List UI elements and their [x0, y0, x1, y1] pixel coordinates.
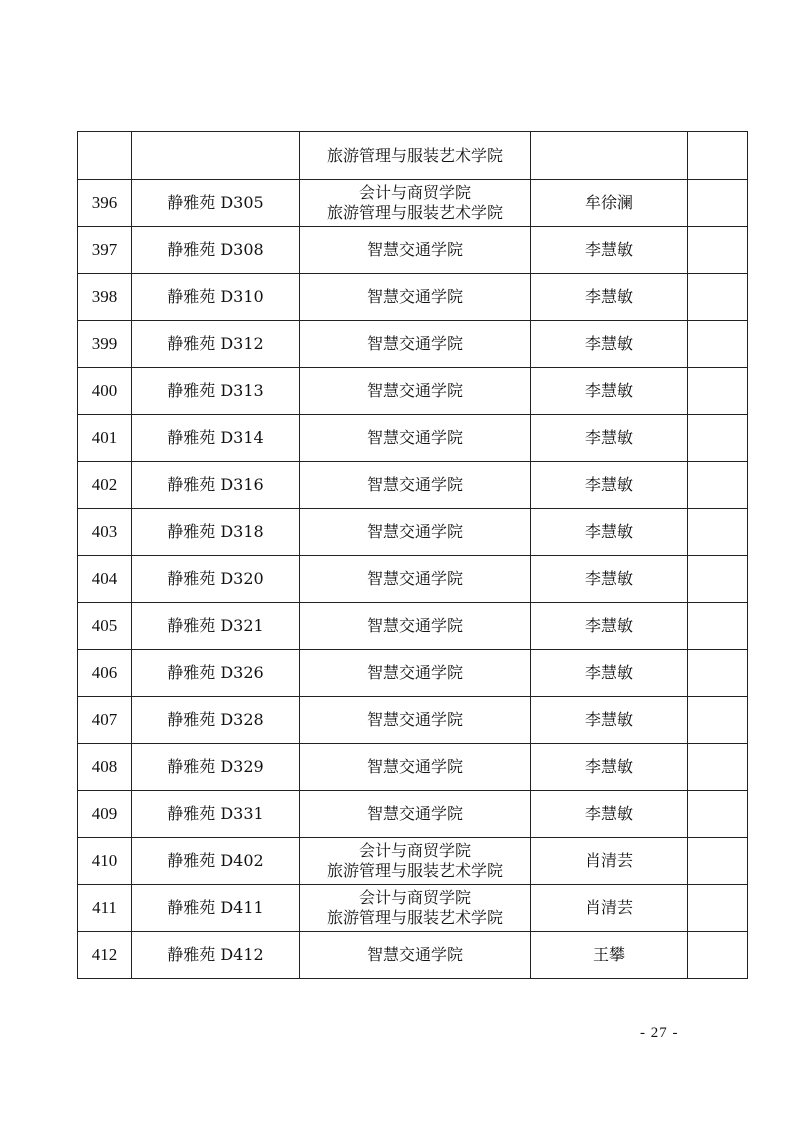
room-cell: 静雅苑 D316	[132, 462, 300, 509]
person-cell: 李慧敏	[531, 697, 688, 744]
college-name: 智慧交通学院	[366, 334, 463, 353]
college-name: 智慧交通学院	[366, 616, 463, 635]
row-number-cell: 399	[78, 321, 132, 368]
person-cell: 李慧敏	[531, 274, 688, 321]
row-number-cell: 404	[78, 556, 132, 603]
room-cell: 静雅苑 D312	[132, 321, 300, 368]
college-cell	[300, 838, 531, 885]
dormitory-assignment-table	[77, 131, 748, 979]
note-cell	[688, 274, 748, 321]
college-cell	[300, 321, 531, 368]
room-cell: 静雅苑 D328	[132, 697, 300, 744]
table-row	[78, 932, 748, 979]
row-number-cell: 408	[78, 744, 132, 791]
row-number-cell: 402	[78, 462, 132, 509]
college-name: 智慧交通学院	[366, 804, 463, 823]
college-cell	[300, 556, 531, 603]
room-cell: 静雅苑 D331	[132, 791, 300, 838]
room-cell: 静雅苑 D310	[132, 274, 300, 321]
note-cell	[688, 791, 748, 838]
person-cell: 肖清芸	[531, 885, 688, 932]
note-cell	[688, 462, 748, 509]
college-cell	[300, 697, 531, 744]
college-cell	[300, 462, 531, 509]
row-number-cell: 398	[78, 274, 132, 321]
person-cell: 李慧敏	[531, 227, 688, 274]
note-cell	[688, 603, 748, 650]
table-row	[78, 509, 748, 556]
note-cell	[688, 838, 748, 885]
room-cell: 静雅苑 D320	[132, 556, 300, 603]
college-cell	[300, 932, 531, 979]
college-name: 智慧交通学院	[366, 240, 463, 259]
note-cell	[688, 368, 748, 415]
college-cell	[300, 227, 531, 274]
room-cell: 静雅苑 D314	[132, 415, 300, 462]
room-cell: 静雅苑 D329	[132, 744, 300, 791]
college-cell	[300, 509, 531, 556]
college-cell	[300, 180, 531, 227]
college-name: 智慧交通学院	[366, 475, 463, 494]
person-cell: 李慧敏	[531, 368, 688, 415]
note-cell	[688, 227, 748, 274]
person-cell: 李慧敏	[531, 415, 688, 462]
person-cell: 李慧敏	[531, 650, 688, 697]
room-cell: 静雅苑 D318	[132, 509, 300, 556]
room-cell: 静雅苑 D411	[132, 885, 300, 932]
note-cell	[688, 650, 748, 697]
room-cell: 静雅苑 D326	[132, 650, 300, 697]
note-cell	[688, 556, 748, 603]
row-number-cell: 405	[78, 603, 132, 650]
row-number-cell: 400	[78, 368, 132, 415]
college-cell	[300, 603, 531, 650]
college-name: 旅游管理与服装艺术学院	[326, 203, 503, 222]
college-cell	[300, 744, 531, 791]
table-row	[78, 791, 748, 838]
room-cell: 静雅苑 D308	[132, 227, 300, 274]
row-number-cell: 407	[78, 697, 132, 744]
room-cell: 静雅苑 D313	[132, 368, 300, 415]
note-cell	[688, 415, 748, 462]
college-name: 智慧交通学院	[366, 945, 463, 964]
note-cell	[688, 697, 748, 744]
person-cell: 李慧敏	[531, 603, 688, 650]
note-cell	[688, 744, 748, 791]
college-name: 旅游管理与服装艺术学院	[326, 145, 503, 165]
table-row	[78, 180, 748, 227]
row-number-cell: 397	[78, 227, 132, 274]
college-cell	[300, 274, 531, 321]
college-cell	[300, 415, 531, 462]
row-number-cell: 410	[78, 838, 132, 885]
room-cell: 静雅苑 D305	[132, 180, 300, 227]
table-row	[78, 885, 748, 932]
room-cell: 静雅苑 D321	[132, 603, 300, 650]
college-name: 旅游管理与服装艺术学院	[326, 908, 503, 927]
table-row	[78, 274, 748, 321]
college-name: 智慧交通学院	[366, 757, 463, 776]
table-row	[78, 227, 748, 274]
college-name: 智慧交通学院	[366, 287, 463, 306]
row-number-cell: 406	[78, 650, 132, 697]
college-cell	[300, 132, 531, 180]
person-cell	[531, 132, 688, 180]
college-name: 智慧交通学院	[366, 569, 463, 588]
college-name: 旅游管理与服装艺术学院	[326, 861, 503, 880]
note-cell	[688, 180, 748, 227]
row-number-cell: 401	[78, 415, 132, 462]
note-cell	[688, 321, 748, 368]
person-cell: 李慧敏	[531, 556, 688, 603]
row-number-cell	[78, 132, 132, 180]
row-number-cell: 409	[78, 791, 132, 838]
table-row	[78, 697, 748, 744]
college-name: 智慧交通学院	[366, 381, 463, 400]
college-name: 智慧交通学院	[366, 710, 463, 729]
table-row	[78, 556, 748, 603]
table-body	[78, 132, 748, 979]
note-cell	[688, 932, 748, 979]
page-number: - 27 -	[640, 1025, 679, 1041]
college-name: 会计与商贸学院	[358, 841, 471, 860]
table-row	[78, 603, 748, 650]
college-name: 会计与商贸学院	[358, 183, 471, 202]
table-row	[78, 650, 748, 697]
room-cell: 静雅苑 D412	[132, 932, 300, 979]
college-name: 会计与商贸学院	[358, 888, 471, 907]
room-cell: 静雅苑 D402	[132, 838, 300, 885]
person-cell: 李慧敏	[531, 462, 688, 509]
note-cell	[688, 509, 748, 556]
college-name: 智慧交通学院	[366, 522, 463, 541]
person-cell: 肖清芸	[531, 838, 688, 885]
college-name: 智慧交通学院	[366, 428, 463, 447]
table-row	[78, 368, 748, 415]
table-row	[78, 462, 748, 509]
note-cell	[688, 885, 748, 932]
row-number-cell: 412	[78, 932, 132, 979]
person-cell: 牟徐澜	[531, 180, 688, 227]
college-name: 智慧交通学院	[366, 663, 463, 682]
table-row	[78, 321, 748, 368]
table-row	[78, 838, 748, 885]
table-row	[78, 415, 748, 462]
person-cell: 李慧敏	[531, 791, 688, 838]
college-cell	[300, 885, 531, 932]
table-row	[78, 744, 748, 791]
college-cell	[300, 650, 531, 697]
row-number-cell: 396	[78, 180, 132, 227]
person-cell: 王攀	[531, 932, 688, 979]
table-row	[78, 132, 748, 180]
person-cell: 李慧敏	[531, 321, 688, 368]
college-cell	[300, 791, 531, 838]
note-cell	[688, 132, 748, 180]
person-cell: 李慧敏	[531, 509, 688, 556]
person-cell: 李慧敏	[531, 744, 688, 791]
room-cell	[132, 132, 300, 180]
row-number-cell: 411	[78, 885, 132, 932]
college-cell	[300, 368, 531, 415]
row-number-cell: 403	[78, 509, 132, 556]
